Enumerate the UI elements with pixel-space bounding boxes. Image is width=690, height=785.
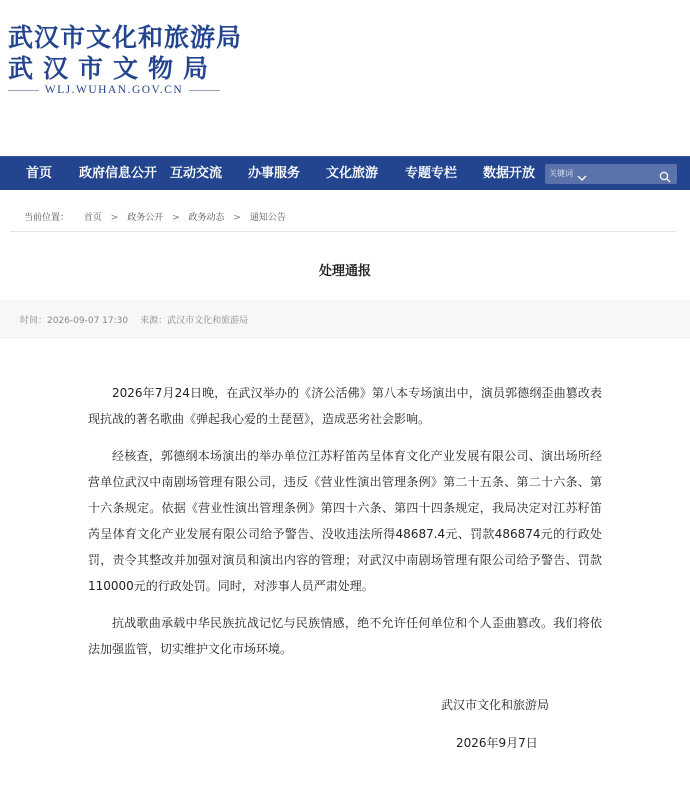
meta-source-label: 来源： [140, 316, 168, 326]
domain-rule-right [189, 90, 220, 91]
search-icon[interactable] [659, 168, 671, 180]
chevron-down-icon[interactable] [577, 168, 587, 178]
site-domain [8, 84, 220, 96]
breadcrumb-separator: > [233, 213, 241, 223]
nav-item-home[interactable]: 首页 [26, 166, 53, 181]
breadcrumb-label: 当前位置： [24, 213, 70, 223]
site-name: 武汉市文化和旅游局 [8, 23, 243, 52]
meta-time: 2026-09-07 17:30 [47, 316, 129, 326]
site-name-secondary: 武汉市文物局 [8, 54, 219, 83]
signature-org: 武汉市文化和旅游局 [441, 698, 550, 712]
article-paragraph: 抗战歌曲承载中华民族抗战记忆与民族情感，绝不允许任何单位和个人歪曲篡改。我们将依法加强监管，切实维护文化市场环境。 [88, 616, 602, 656]
site-logo[interactable] [8, 18, 243, 108]
meta-source: 武汉市文化和旅游局 [167, 316, 249, 326]
nav-item-open-data[interactable]: 数据开放 [483, 166, 536, 181]
search-keyword-select[interactable]: 关键词 [549, 169, 573, 178]
nav-item-gov-info[interactable]: 政府信息公开 [79, 166, 158, 181]
nav-item-interaction[interactable]: 互动交流 [170, 166, 223, 181]
article-meta [0, 300, 690, 338]
search-box[interactable] [545, 164, 677, 184]
breadcrumb-separator: > [110, 213, 119, 223]
site-domain-text: WLJ.WUHAN.GOV.CN [44, 84, 184, 96]
breadcrumb-item-home[interactable]: 首页 [83, 213, 102, 223]
signature-date: 2026年9月7日 [456, 736, 538, 750]
domain-rule-left [8, 90, 39, 91]
article-paragraph: 2026年7月24日晚，在武汉举办的《济公活佛》第八本专场演出中，演员郭德纲歪曲篡改表现抗战的著名歌曲《弹起我心爱的土琵琶》，造成恶劣社会影响。 [88, 386, 602, 426]
nav-item-culture-tourism[interactable]: 文化旅游 [326, 166, 379, 181]
nav-item-topics[interactable]: 专题专栏 [405, 166, 458, 181]
main-nav [0, 156, 690, 190]
meta-time-label: 时间： [20, 316, 48, 326]
breadcrumb [24, 210, 286, 223]
breadcrumb-item-gov-affairs[interactable]: 政务公开 [127, 213, 164, 223]
article-body [88, 380, 602, 673]
breadcrumb-item-gov-news[interactable]: 政务动态 [188, 213, 225, 223]
divider [10, 231, 676, 232]
article-paragraph: 经核查，郭德纲本场演出的举办单位江苏籽笛芮呈体育文化产业发展有限公司、演出场所经营单位武汉中南剧场管理有限公司，违反《营业性演出管理条例》第二十五条、第二十六条、第十六条规定。依据《营业性演出管理条例》第四十六条、第四十四条规定，我局决定对江苏籽笛芮呈体育文化产业发展有限公司给予警告、没收违法所得48687.4元、罚款486874元的行政处罚，责令其整改并加强对演员和演出内容的管理；对武汉中南剧场管理有限公司给予警告、罚款110000元的行政处罚。同时，对涉事人员严肃处理。 [88, 449, 602, 593]
nav-item-services[interactable]: 办事服务 [248, 166, 301, 181]
breadcrumb-item-notices[interactable]: 通知公告 [249, 213, 286, 223]
article-title: 处理通报 [318, 264, 371, 279]
breadcrumb-separator: > [172, 213, 180, 223]
